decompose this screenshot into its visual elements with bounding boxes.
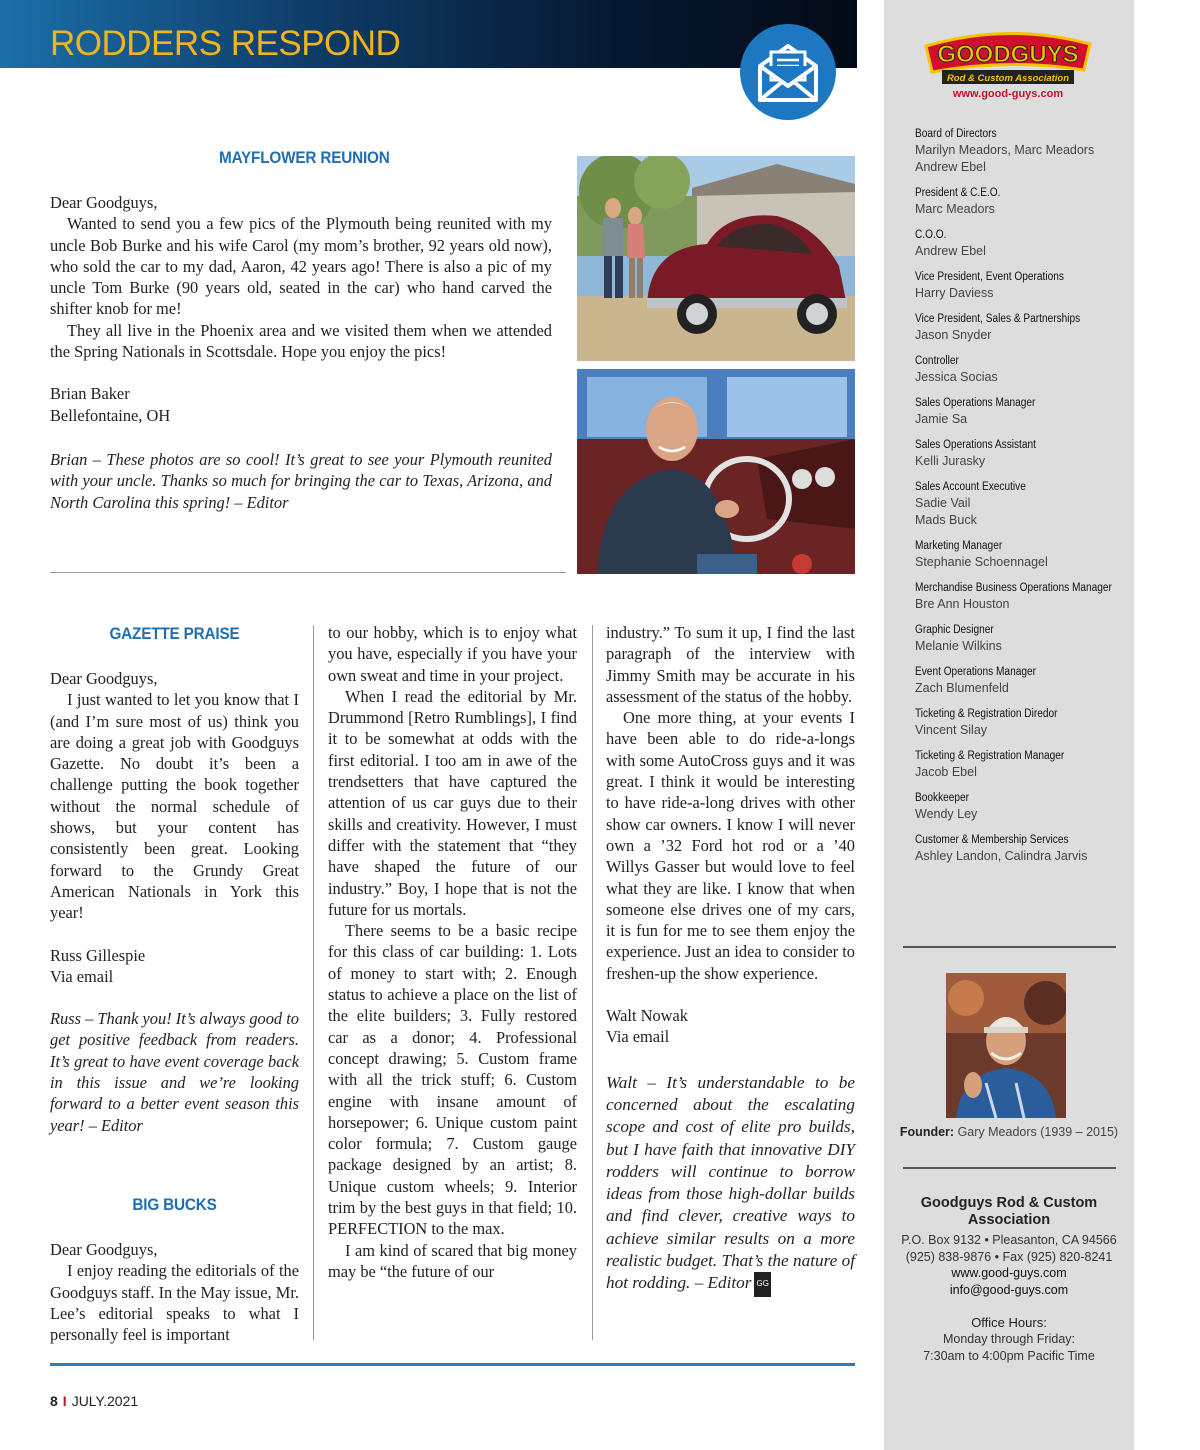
letter-paragraph: They all live in the Phoenix area and we visited them when we attended the Spring Nationals in Scottsdale. Hope you enjoy the pics! [50, 320, 552, 362]
letter-paragraph: I am kind of scared that big money may be “the future of our [328, 1240, 577, 1281]
staff-entry [915, 353, 1125, 386]
staff-name: Melanie Wilkins [915, 639, 1002, 653]
folio-separator: I [62, 1393, 67, 1409]
contact-email[interactable]: info@good-guys.com [949, 1282, 1069, 1297]
editor-reply-text: Walt – It’s understandable to be concerned about the escalating scope and cost of elite pro builds, but I have faith that innovative DIY rodders will continue to borrow ideas from those high-dollar builds and find clever, creative ways to achieve similar results on a more realistic budget. That’s the nature of hot rodding. – Editor [606, 1072, 855, 1293]
staff-title: Ticketing & Registration Diredor [915, 708, 1058, 720]
section-title: RODDERS RESPOND [50, 24, 401, 63]
staff-name: Jacob Ebel [915, 765, 977, 779]
staff-name: Ashley Landon, Calindra Jarvis [915, 849, 1088, 863]
staff-title: Customer & Membership Services [915, 834, 1069, 846]
staff-title: Graphic Designer [915, 624, 994, 636]
staff-name: Jason Snyder [915, 328, 992, 342]
staff-entry [915, 185, 1125, 218]
page-number: 8 [50, 1393, 58, 1409]
office-hours-days: Monday through Friday: [942, 1332, 1075, 1346]
letter-paragraph: Wanted to send you a few pics of the Plymouth being reunited with my uncle Bob Burke and his wife Carol (my mom’s brother, 92 years old now), who sold the car to my dad, Aaron, 42 years ago! There is also a pic of my uncle Tom Burke (90 years old, seated in the car) who hand carved the shifter knob for me! [50, 214, 552, 319]
column-divider [313, 625, 314, 1340]
staff-name: Harry Daviess [915, 286, 994, 300]
staff-entry [915, 227, 1125, 260]
plymouth-reunion-photo [577, 156, 855, 361]
editor-reply: Russ – Thank you! It’s always good to get positive feedback from readers. It’s great to have event coverage back in this issue and we’re looking forward to a better event season this year! – Editor [50, 1009, 299, 1135]
staff-list [915, 126, 1125, 874]
staff-name: Andrew Ebel [915, 244, 986, 258]
staff-entry [915, 790, 1125, 823]
staff-name: Mads Buck [915, 513, 977, 527]
salutation: Dear Goodguys, [50, 669, 158, 688]
logo-wordmark: GOODGUYS [937, 41, 1079, 68]
letter-paragraph: industry.” To sum it up, I find the last paragraph of the interview with Jimmy Smith may be accurate in his assessment of the status of the hobby. [606, 623, 855, 706]
staff-entry [915, 538, 1125, 571]
logo-url: www.good-guys.com [952, 88, 1064, 100]
staff-name: Jessica Socias [915, 370, 998, 384]
letter-paragraph: to our hobby, which is to enjoy what you have, especially if you have your own sweat and time in your project. [328, 623, 577, 685]
staff-name: Jamie Sa [915, 412, 968, 426]
staff-title: Marketing Manager [915, 540, 1003, 552]
letter-body-bigbucks-part3 [606, 622, 855, 1297]
letter-signer: Russ Gillespie [50, 945, 146, 965]
salutation: Dear Goodguys, [50, 193, 158, 212]
folio [50, 1393, 138, 1409]
section-divider [50, 572, 566, 573]
staff-name: Wendy Ley [915, 807, 978, 821]
letter-signer: Brian Baker [50, 384, 130, 404]
staff-name: Sadie Vail [915, 496, 971, 510]
salutation: Dear Goodguys, [50, 1240, 158, 1259]
editor-reply: Brian – These photos are so cool! It’s great to see your Plymouth reunited with your uncle. Thanks so much for bringing the car to Texas, Arizona, and North Carolina this spring! – Editor [50, 449, 552, 512]
staff-entry [915, 437, 1125, 470]
staff-name: Stephanie Schoennagel [915, 555, 1048, 569]
staff-title: President & C.E.O. [915, 187, 1001, 199]
letter-body-mayflower [50, 192, 552, 513]
founder-caption [884, 1125, 1134, 1139]
staff-name: Andrew Ebel [915, 160, 986, 174]
staff-entry [915, 580, 1125, 613]
office-hours-time: 7:30am to 4:00pm Pacific Time [923, 1348, 1095, 1363]
envelope-icon [738, 22, 838, 122]
letter-headline-mayflower: MAYFLOWER REUNION [219, 148, 390, 167]
founder-photo [946, 973, 1066, 1118]
letter-paragraph: I enjoy reading the editorials of the Goodguys staff. In the May issue, Mr. Lee’s editorial speaks to what I personally feel is important [50, 1261, 299, 1345]
letter-headline-bigbucks: BIG BUCKS [132, 1195, 217, 1214]
logo-subtitle: Rod & Custom Association [946, 73, 1070, 84]
staff-entry [915, 706, 1125, 739]
staff-title: Sales Operations Manager [915, 397, 1036, 409]
editor-reply [606, 1072, 855, 1297]
letter-body-bigbucks-part1 [50, 1239, 299, 1345]
staff-title: Event Operations Manager [915, 666, 1036, 678]
staff-title: Vice President, Sales & Partnerships [915, 313, 1081, 325]
letter-location: Bellefontaine, OH [50, 405, 171, 425]
staff-name: Kelli Jurasky [915, 454, 986, 468]
staff-entry [915, 748, 1125, 781]
contact-address: P.O. Box 9132 • Pleasanton, CA 94566 [901, 1233, 1117, 1247]
staff-entry [915, 622, 1125, 655]
contact-block [884, 1195, 1134, 1364]
staff-name: Marc Meadors [915, 202, 995, 216]
staff-title: Ticketing & Registration Manager [915, 750, 1065, 762]
letter-headline-gazette: GAZETTE PRAISE [109, 624, 240, 643]
sidebar-divider [903, 946, 1116, 948]
staff-entry [915, 664, 1125, 697]
staff-entry [915, 269, 1125, 302]
letter-body-gazette [50, 668, 299, 1136]
letter-paragraph: One more thing, at your events I have been able to do ride-a-longs with some AutoCross guys and it was great. I think it would be interesting to have ride-a-long drives with other show car owners. I know I will never own a ’32 Ford hot rod or a ’40 Willys Gasser but would love to feel what they are like. I know that when someone else drives one of my cars, it is fun for me to see them enjoy the experience. Just an idea to consider to freshen-up the show experience. [606, 708, 855, 983]
staff-entry [915, 311, 1125, 344]
tom-burke-in-car-photo [577, 369, 855, 574]
sidebar-divider [903, 1167, 1116, 1169]
end-mark-icon: GG [754, 1272, 770, 1296]
staff-name: Marilyn Meadors, Marc Meadors [915, 143, 1095, 157]
contact-phones: (925) 838-9876 • Fax (925) 820-8241 [905, 1249, 1113, 1264]
staff-name: Zach Blumenfeld [915, 681, 1009, 695]
staff-entry [915, 126, 1125, 176]
letter-location: Via email [50, 966, 114, 986]
staff-title: Sales Operations Assistant [915, 439, 1036, 451]
founder-label: Founder: [899, 1125, 955, 1139]
staff-title: Bookkeeper [915, 792, 970, 804]
staff-title: C.O.O. [915, 229, 947, 241]
office-hours-title: Office Hours: [971, 1315, 1047, 1330]
letter-body-bigbucks-part2 [328, 622, 577, 1282]
contact-name: Goodguys Rod & Custom Association [920, 1195, 1098, 1228]
letter-location: Via email [606, 1027, 670, 1047]
staff-entry [915, 832, 1125, 865]
staff-title: Merchandise Business Operations Manager [915, 582, 1112, 594]
goodguys-logo [920, 26, 1096, 88]
letter-paragraph: There seems to be a basic recipe for this class of car building: 1. Lots of money to start with; 2. Enough status to achieve a place on the list of the elite builders; 3. Fully restored car as a donor; 4. Professional concept drawing; 5. Custom frame with all the trick stuff; 6. Custom engine with insane amount of horsepower; 6. Unique custom paint color formula; 7. Custom gauge package designed by an artist; 8. Unique custom wheels; 9. Interior trim by the best guys in that field; 10. PERFECTION to the max. [328, 921, 577, 1239]
footer-rule [50, 1363, 855, 1366]
founder-name: Gary Meadors (1939 – 2015) [957, 1125, 1119, 1139]
staff-entry [915, 479, 1125, 529]
letter-paragraph: I just wanted to let you know that I (and I’m sure most of us) think you are doing a great job with Goodguys Gazette. No doubt it’s been a challenge putting the book together without the normal schedule of shows, but your content has consistently been great. Looking forward to the Grundy Great American Nationals in York this year! [50, 690, 299, 923]
staff-name: Vincent Silay [915, 723, 988, 737]
staff-title: Vice President, Event Operations [915, 271, 1064, 283]
staff-title: Sales Account Executive [915, 481, 1026, 493]
issue-date: JULY.2021 [71, 1393, 139, 1409]
staff-title: Board of Directors [915, 128, 997, 140]
contact-web[interactable]: www.good-guys.com [951, 1266, 1067, 1280]
staff-entry [915, 395, 1125, 428]
staff-name: Bre Ann Houston [915, 597, 1010, 611]
letter-signer: Walt Nowak [606, 1006, 688, 1026]
column-divider [592, 625, 593, 1340]
staff-title: Controller [915, 355, 959, 367]
letter-paragraph: When I read the editorial by Mr. Drummond [Retro Rumblings], I find it to be somewhat at odds with the first editorial. I too am in awe of the trendsetters that have captured the attention of us car guys due to their skills and creativity. However, I must differ with the statement that “they have shaped the future of our industry.” Boy, I hope that is not the future for us mortals. [328, 686, 577, 919]
